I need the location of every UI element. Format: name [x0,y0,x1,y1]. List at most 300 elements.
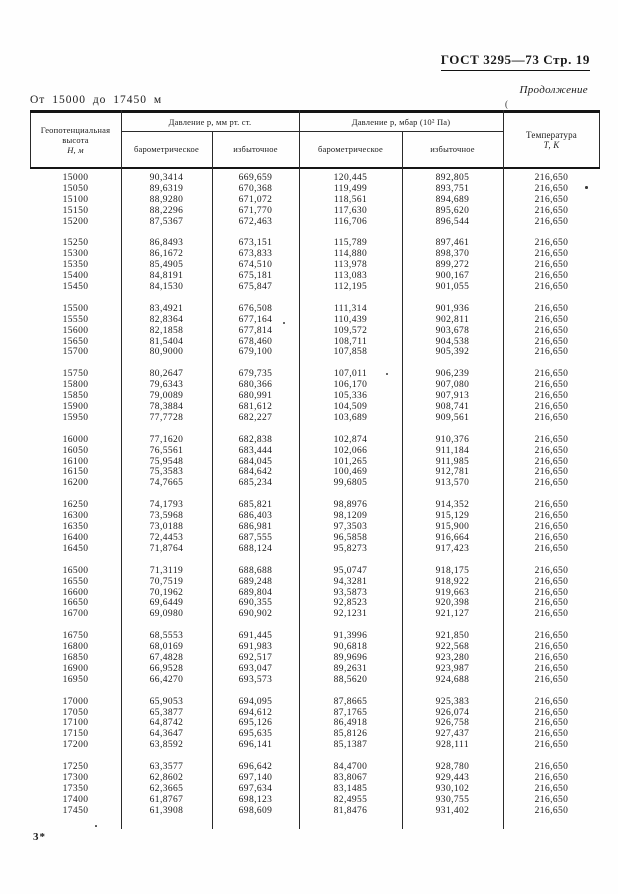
mbar-izb-cell: 904,538 [435,336,470,347]
temp-cell: 216,650 [534,718,569,729]
mbar-izb-cell: 894,689 [435,194,470,205]
height-cell: 17300 [62,772,89,783]
temp-cell: 216,650 [534,249,569,260]
mm-izb-cell: 680,991 [238,391,273,402]
mm-baro-cell: 86,1672 [149,249,184,260]
mm-baro-cell: 74,7665 [149,478,184,489]
subheader-barometric-mbar: барометрическое [317,144,384,154]
mbar-izb-cell: 907,913 [435,391,470,402]
mbar-izb-cell: 895,620 [435,205,470,216]
mm-baro-cell: 73,5968 [149,511,184,522]
table-row [30,511,600,522]
mbar-baro-cell: 108,711 [333,336,368,347]
mbar-baro-cell: 83,1485 [333,783,368,794]
mm-baro-cell: 63,8592 [149,740,184,751]
table-row [30,544,600,555]
table-row [30,598,600,609]
mbar-baro-cell: 104,509 [333,402,368,413]
temp-cell: 216,650 [534,674,569,685]
row-block [30,631,600,685]
mm-izb-cell: 698,609 [238,805,273,816]
table-row [30,315,600,326]
mm-baro-cell: 82,8364 [149,314,184,325]
mm-izb-cell: 697,634 [238,783,273,794]
mm-baro-cell: 88,9280 [149,194,184,205]
temp-cell: 216,650 [534,456,569,467]
height-cell: 15750 [62,369,89,380]
height-cell: 17150 [62,729,89,740]
mm-izb-cell: 694,612 [238,707,273,718]
table-row [30,533,600,544]
mbar-izb-cell: 915,900 [435,522,470,533]
table-row [30,184,600,195]
height-cell: 17400 [62,794,89,805]
table-row [30,478,600,489]
continuation-label: Продолжение [519,84,588,96]
mm-izb-cell: 685,821 [238,500,273,511]
mm-baro-cell: 68,5553 [149,631,184,642]
temp-cell: 216,650 [534,587,569,598]
mm-baro-cell: 71,3119 [149,565,184,576]
scan-speck [386,373,388,375]
temp-cell: 216,650 [534,216,569,227]
temp-cell: 216,650 [534,402,569,413]
table-row [30,675,600,686]
temp-cell: 216,650 [534,500,569,511]
height-cell: 15600 [62,325,89,336]
mbar-baro-cell: 81,8476 [333,805,368,816]
mbar-izb-cell: 925,383 [435,696,470,707]
mm-izb-cell: 686,981 [238,522,273,533]
row-block [30,697,600,751]
mm-baro-cell: 70,1962 [149,587,184,598]
mbar-izb-cell: 906,239 [435,369,470,380]
mbar-izb-cell: 905,392 [435,347,470,358]
mm-baro-cell: 66,9528 [149,663,184,674]
temp-cell: 216,650 [534,522,569,533]
mm-izb-cell: 686,403 [238,511,273,522]
height-cell: 16750 [62,631,89,642]
table-row [30,729,600,740]
mm-izb-cell: 685,234 [238,478,273,489]
mbar-baro-cell: 92,1231 [333,609,368,620]
mbar-izb-cell: 913,570 [435,478,470,489]
mm-izb-cell: 683,444 [238,445,273,456]
temp-cell: 216,650 [534,194,569,205]
height-cell: 15050 [62,183,89,194]
mbar-baro-cell: 98,1209 [333,511,368,522]
mbar-baro-cell: 113,083 [333,271,368,282]
mm-baro-cell: 88,2296 [149,205,184,216]
mbar-izb-cell: 901,055 [435,282,470,293]
mm-baro-cell: 64,3647 [149,729,184,740]
mm-baro-cell: 85,4905 [149,260,184,271]
mbar-izb-cell: 930,102 [435,783,470,794]
table-row [30,271,600,282]
temp-cell: 216,650 [534,576,569,587]
height-cell: 16100 [62,456,89,467]
height-cell: 16250 [62,500,89,511]
subheader-excess-mbar: избыточное [430,144,475,154]
mm-baro-cell: 82,1858 [149,325,184,336]
temp-cell: 216,650 [534,631,569,642]
temp-cell: 216,650 [534,762,569,773]
scan-artifact-mark: ( [505,99,508,109]
mbar-baro-cell: 117,630 [333,205,368,216]
table-row [30,173,600,184]
table-row [30,718,600,729]
mbar-izb-cell: 919,663 [435,587,470,598]
temp-cell: 216,650 [534,205,569,216]
mm-baro-cell: 75,9548 [149,456,184,467]
table-row [30,435,600,446]
table-row [30,391,600,402]
mbar-izb-cell: 924,688 [435,674,470,685]
row-block [30,238,600,292]
mbar-baro-cell: 97,3503 [333,522,368,533]
temp-cell: 216,650 [534,336,569,347]
height-cell: 15450 [62,282,89,293]
mbar-baro-cell: 87,1765 [333,707,368,718]
mbar-baro-cell: 89,2631 [333,663,368,674]
mbar-baro-cell: 112,195 [333,282,368,293]
header-line: Геопотенциальная [40,124,111,135]
mm-izb-cell: 698,123 [238,794,273,805]
table-row [30,522,600,533]
temp-cell: 216,650 [534,325,569,336]
mm-izb-cell: 677,164 [238,314,273,325]
table-body [30,169,600,817]
mm-izb-cell: 696,141 [238,740,273,751]
height-cell: 16200 [62,478,89,489]
mbar-baro-cell: 94,3281 [333,576,368,587]
temp-cell: 216,650 [534,663,569,674]
height-cell: 15100 [62,194,89,205]
height-cell: 15500 [62,303,89,314]
table-row [30,467,600,478]
mbar-baro-cell: 92,8523 [333,598,368,609]
temp-cell: 216,650 [534,238,569,249]
table-row [30,369,600,380]
mm-izb-cell: 676,508 [238,303,273,314]
mm-baro-cell: 72,4453 [149,532,184,543]
mbar-izb-cell: 930,755 [435,794,470,805]
mbar-izb-cell: 916,664 [435,532,470,543]
column-group-pressure-mmhg [121,113,299,131]
temp-cell: 216,650 [534,511,569,522]
subheader-barometric-mmhg: барометрическое [133,144,200,154]
mm-izb-cell: 682,838 [238,434,273,445]
page-title: ГОСТ 3295—73 Стр. 19 [441,52,590,71]
table-row [30,413,600,424]
mm-izb-cell: 681,612 [238,402,273,413]
table-row [30,773,600,784]
mm-izb-cell: 691,445 [238,631,273,642]
height-cell: 16400 [62,532,89,543]
temp-cell: 216,650 [534,707,569,718]
mbar-izb-cell: 893,751 [435,183,470,194]
scan-speck [283,322,285,324]
mm-baro-cell: 67,4828 [149,652,184,663]
mm-baro-cell: 77,7728 [149,412,184,423]
table-row [30,217,600,228]
mm-izb-cell: 694,095 [238,696,273,707]
height-cell: 15700 [62,347,89,358]
temp-cell: 216,650 [534,303,569,314]
range-title: От 15000 до 17450 м [30,94,163,106]
height-cell: 16300 [62,511,89,522]
mbar-izb-cell: 910,376 [435,434,470,445]
mbar-baro-cell: 115,789 [333,238,368,249]
table-row [30,642,600,653]
header-line: Температура [526,129,577,140]
mm-izb-cell: 679,100 [238,347,273,358]
mm-baro-cell: 73,0188 [149,522,184,533]
mbar-baro-cell: 82,4955 [333,794,368,805]
temp-cell: 216,650 [534,598,569,609]
mbar-baro-cell: 102,066 [333,445,368,456]
mm-izb-cell: 675,847 [238,282,273,293]
temp-cell: 216,650 [534,652,569,663]
mbar-baro-cell: 86,4918 [333,718,368,729]
mm-izb-cell: 669,659 [238,173,273,183]
mm-baro-cell: 83,4921 [149,303,184,314]
mm-baro-cell: 77,1620 [149,434,184,445]
mbar-baro-cell: 98,8976 [333,500,368,511]
height-cell: 16500 [62,565,89,576]
mbar-baro-cell: 90,6818 [333,642,368,653]
table-row [30,609,600,620]
mbar-izb-cell: 911,985 [435,456,470,467]
table-row [30,566,600,577]
header-line: Давление р, мм рт. ст. [168,116,252,127]
height-cell: 16150 [62,467,89,478]
mbar-izb-cell: 920,398 [435,598,470,609]
table-row [30,249,600,260]
mbar-izb-cell: 909,561 [435,412,470,423]
mm-baro-cell: 61,8767 [149,794,184,805]
mm-baro-cell: 80,9000 [149,347,184,358]
height-cell: 17450 [62,805,89,816]
row-block [30,304,600,358]
mm-baro-cell: 62,8602 [149,772,184,783]
header-line: Давление р, мбар (10² Па) [351,116,451,127]
table-row [30,806,600,817]
mbar-izb-cell: 907,080 [435,380,470,391]
mbar-izb-cell: 900,167 [435,271,470,282]
mm-izb-cell: 688,688 [238,565,273,576]
height-cell: 16850 [62,652,89,663]
height-cell: 17000 [62,696,89,707]
height-cell: 15550 [62,314,89,325]
temp-cell: 216,650 [534,532,569,543]
mbar-baro-cell: 99,6805 [333,478,368,489]
mbar-izb-cell: 902,811 [435,314,470,325]
mm-baro-cell: 70,7519 [149,576,184,587]
mm-baro-cell: 65,9053 [149,696,184,707]
temp-cell: 216,650 [534,434,569,445]
mm-izb-cell: 692,517 [238,652,273,663]
mm-izb-cell: 671,072 [238,194,273,205]
mm-baro-cell: 66,4270 [149,674,184,685]
temp-cell: 216,650 [534,467,569,478]
mm-izb-cell: 678,460 [238,336,273,347]
mbar-baro-cell: 85,1387 [333,740,368,751]
mbar-izb-cell: 908,741 [435,402,470,413]
table-row [30,206,600,217]
temp-cell: 216,650 [534,609,569,620]
mm-baro-cell: 63,3577 [149,762,184,773]
mbar-izb-cell: 921,127 [435,609,470,620]
mm-izb-cell: 682,227 [238,412,273,423]
mbar-izb-cell: 921,850 [435,631,470,642]
mbar-baro-cell: 96,5858 [333,532,368,543]
mm-baro-cell: 69,6449 [149,598,184,609]
mm-baro-cell: 79,0089 [149,391,184,402]
table-row [30,708,600,719]
mbar-baro-cell: 85,8126 [333,729,368,740]
height-cell: 15250 [62,238,89,249]
mm-izb-cell: 687,555 [238,532,273,543]
height-cell: 17200 [62,740,89,751]
height-cell: 16350 [62,522,89,533]
temp-cell: 216,650 [534,183,569,194]
table-row [30,260,600,271]
row-block [30,566,600,620]
mbar-baro-cell: 93,5873 [333,587,368,598]
height-cell: 15650 [62,336,89,347]
height-cell: 16000 [62,434,89,445]
table-row [30,380,600,391]
mbar-izb-cell: 892,805 [435,173,470,183]
height-cell: 15850 [62,391,89,402]
temp-cell: 216,650 [534,642,569,653]
height-cell: 15800 [62,380,89,391]
mm-baro-cell: 90,3414 [149,173,184,183]
temp-cell: 216,650 [534,729,569,740]
mbar-izb-cell: 918,922 [435,576,470,587]
mbar-baro-cell: 89,9696 [333,652,368,663]
mbar-izb-cell: 917,423 [435,543,470,554]
mbar-baro-cell: 119,499 [333,183,368,194]
mbar-izb-cell: 912,781 [435,467,470,478]
mm-izb-cell: 689,248 [238,576,273,587]
row-block [30,369,600,423]
mm-izb-cell: 690,902 [238,609,273,620]
mbar-izb-cell: 911,184 [435,445,470,456]
temp-cell: 216,650 [534,783,569,794]
height-cell: 15150 [62,205,89,216]
mbar-baro-cell: 114,880 [333,249,368,260]
header-line: Н, м [67,144,84,155]
mm-izb-cell: 672,463 [238,216,273,227]
mbar-izb-cell: 896,544 [435,216,470,227]
scan-speck [585,186,588,189]
temp-cell: 216,650 [534,696,569,707]
height-cell: 17100 [62,718,89,729]
table-row [30,337,600,348]
mbar-izb-cell: 926,074 [435,707,470,718]
mbar-baro-cell: 84,4700 [333,762,368,773]
mm-baro-cell: 89,6319 [149,183,184,194]
height-cell: 15350 [62,260,89,271]
mbar-baro-cell: 120,445 [333,173,368,183]
mm-baro-cell: 87,5367 [149,216,184,227]
mm-izb-cell: 684,642 [238,467,273,478]
temp-cell: 216,650 [534,260,569,271]
mbar-baro-cell: 113,978 [333,260,368,271]
temp-cell: 216,650 [534,543,569,554]
table-row [30,653,600,664]
table-row [30,784,600,795]
mbar-izb-cell: 923,987 [435,663,470,674]
height-cell: 16950 [62,674,89,685]
header-line: высота [62,134,89,145]
height-cell: 15200 [62,216,89,227]
mm-izb-cell: 693,573 [238,674,273,685]
mm-izb-cell: 670,368 [238,183,273,194]
row-block [30,762,600,816]
mm-baro-cell: 75,3583 [149,467,184,478]
table-row [30,304,600,315]
temp-cell: 216,650 [534,445,569,456]
table-row [30,762,600,773]
mbar-izb-cell: 901,936 [435,303,470,314]
mm-izb-cell: 690,355 [238,598,273,609]
table-row [30,238,600,249]
mbar-izb-cell: 931,402 [435,805,470,816]
mm-baro-cell: 71,8764 [149,543,184,554]
mbar-baro-cell: 95,0747 [333,565,368,576]
table-row [30,740,600,751]
mm-izb-cell: 679,735 [238,369,273,380]
mm-izb-cell: 674,510 [238,260,273,271]
mbar-baro-cell: 105,336 [333,391,368,402]
temp-cell: 216,650 [534,314,569,325]
mbar-baro-cell: 87,8665 [333,696,368,707]
mbar-baro-cell: 110,439 [333,314,368,325]
mbar-baro-cell: 91,3996 [333,631,368,642]
table-row [30,631,600,642]
mbar-baro-cell: 102,874 [333,434,368,445]
mm-baro-cell: 79,6343 [149,380,184,391]
mbar-baro-cell: 118,561 [333,194,368,205]
mbar-baro-cell: 88,5620 [333,674,368,685]
temp-cell: 216,650 [534,271,569,282]
mm-izb-cell: 673,151 [238,238,273,249]
height-cell: 16550 [62,576,89,587]
height-cell: 15400 [62,271,89,282]
row-block [30,500,600,554]
temp-cell: 216,650 [534,369,569,380]
mm-izb-cell: 671,770 [238,205,273,216]
row-block [30,173,600,227]
mbar-izb-cell: 922,568 [435,642,470,653]
table-row [30,282,600,293]
column-group-pressure-mbar [299,113,503,131]
mbar-baro-cell: 103,689 [333,412,368,423]
mbar-izb-cell: 903,678 [435,325,470,336]
temp-cell: 216,650 [534,794,569,805]
height-cell: 17050 [62,707,89,718]
height-cell: 17250 [62,762,89,773]
mbar-izb-cell: 928,111 [436,740,469,751]
mm-baro-cell: 62,3665 [149,783,184,794]
mm-izb-cell: 684,045 [238,456,273,467]
mm-izb-cell: 680,366 [238,380,273,391]
height-cell: 17350 [62,783,89,794]
temp-cell: 216,650 [534,805,569,816]
